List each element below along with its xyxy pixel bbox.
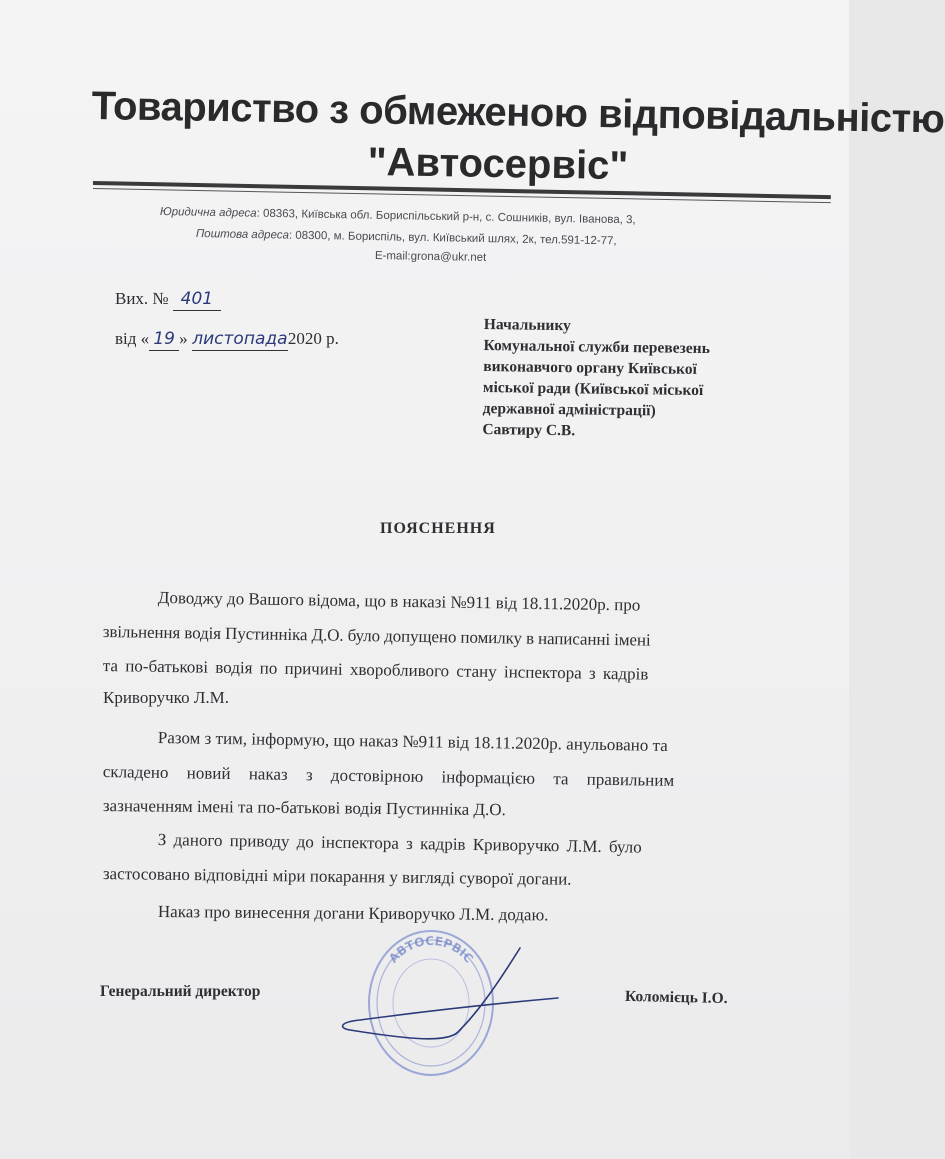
- company-name-quoted: "Автосервіс": [367, 140, 629, 189]
- date-year: 2020 р.: [287, 329, 339, 348]
- document-title: ПОЯСНЕННЯ: [380, 520, 496, 537]
- body-line: застосовано відповідні міри покарання у вигляді суворої догани.: [102, 864, 572, 889]
- body-line: звільнення водія Пустинніка Д.О. було допущено помилку в написанні імені: [102, 622, 651, 650]
- body-line: Наказ про винесення догани Криворучко Л.М. додаю.: [157, 902, 549, 925]
- outgoing-number-label: Вих. №: [115, 289, 169, 308]
- addressee-line: державної адміністрації): [482, 399, 656, 420]
- body-line: Доводжу до Вашого відома, що в наказі №911 від 18.11.2020р. про: [157, 588, 641, 615]
- addressee-line: Савтиру С.В.: [482, 420, 576, 440]
- legal-address: [160, 206, 636, 226]
- company-name: Товариство з обмеженою відповідальністю: [91, 84, 945, 142]
- outgoing-block: [115, 288, 339, 368]
- outgoing-number-row: [115, 288, 339, 328]
- email-address: E-mail:grona@ukr.net: [374, 250, 487, 264]
- addressee-line: виконавчого органу Київської: [483, 357, 697, 378]
- director-signature: [330, 940, 570, 1050]
- addressee-line: міської ради (Київської міської: [482, 378, 704, 400]
- date-month: листопада: [192, 329, 288, 349]
- signatory-position: Генеральний директор: [100, 983, 261, 1000]
- body-line: З даного приводу до інспектора з кадрів Криворучко Л.М. було: [157, 830, 642, 857]
- body-line: та по-батькові водія по причині хворобливого стану інспектора з кадрів: [102, 656, 649, 684]
- postal-address-label: Поштова адреса: [195, 228, 290, 242]
- date-mid: »: [179, 329, 188, 348]
- body-line: складено новий наказ з достовірною інформацією та правильним: [102, 762, 675, 790]
- outgoing-number-value: 401: [173, 288, 221, 311]
- addressee-line: Комунальної служби перевезень: [483, 336, 710, 358]
- outgoing-date-row: [115, 328, 339, 368]
- date-prefix: від «: [115, 329, 150, 348]
- legal-address-label: Юридична адреса: [159, 206, 257, 220]
- date-day: 19: [149, 328, 179, 351]
- postal-address: [196, 228, 617, 247]
- addressee-block: [482, 314, 804, 444]
- legal-address-text: : 08363, Київська обл. Бориспільський р-н, с. Сошників, вул. Іванова, 3,: [256, 207, 636, 227]
- signatory-name: Коломієць І.О.: [624, 987, 728, 1008]
- postal-address-text: : 08300, м. Бориспіль, вул. Київський шлях, 2к, тел.591-12-77,: [288, 229, 617, 248]
- body-line: Криворучко Л.М.: [103, 688, 229, 707]
- stamp-text: АВТОСЕРВІС: [386, 933, 476, 966]
- body-line: зазначенням імені та по-батькові водія Пустинніка Д.О.: [102, 796, 506, 820]
- body-line: Разом з тим, інформую, що наказ №911 від 18.11.2020р. анульовано та: [157, 728, 668, 756]
- addressee-line: Начальнику: [483, 315, 571, 335]
